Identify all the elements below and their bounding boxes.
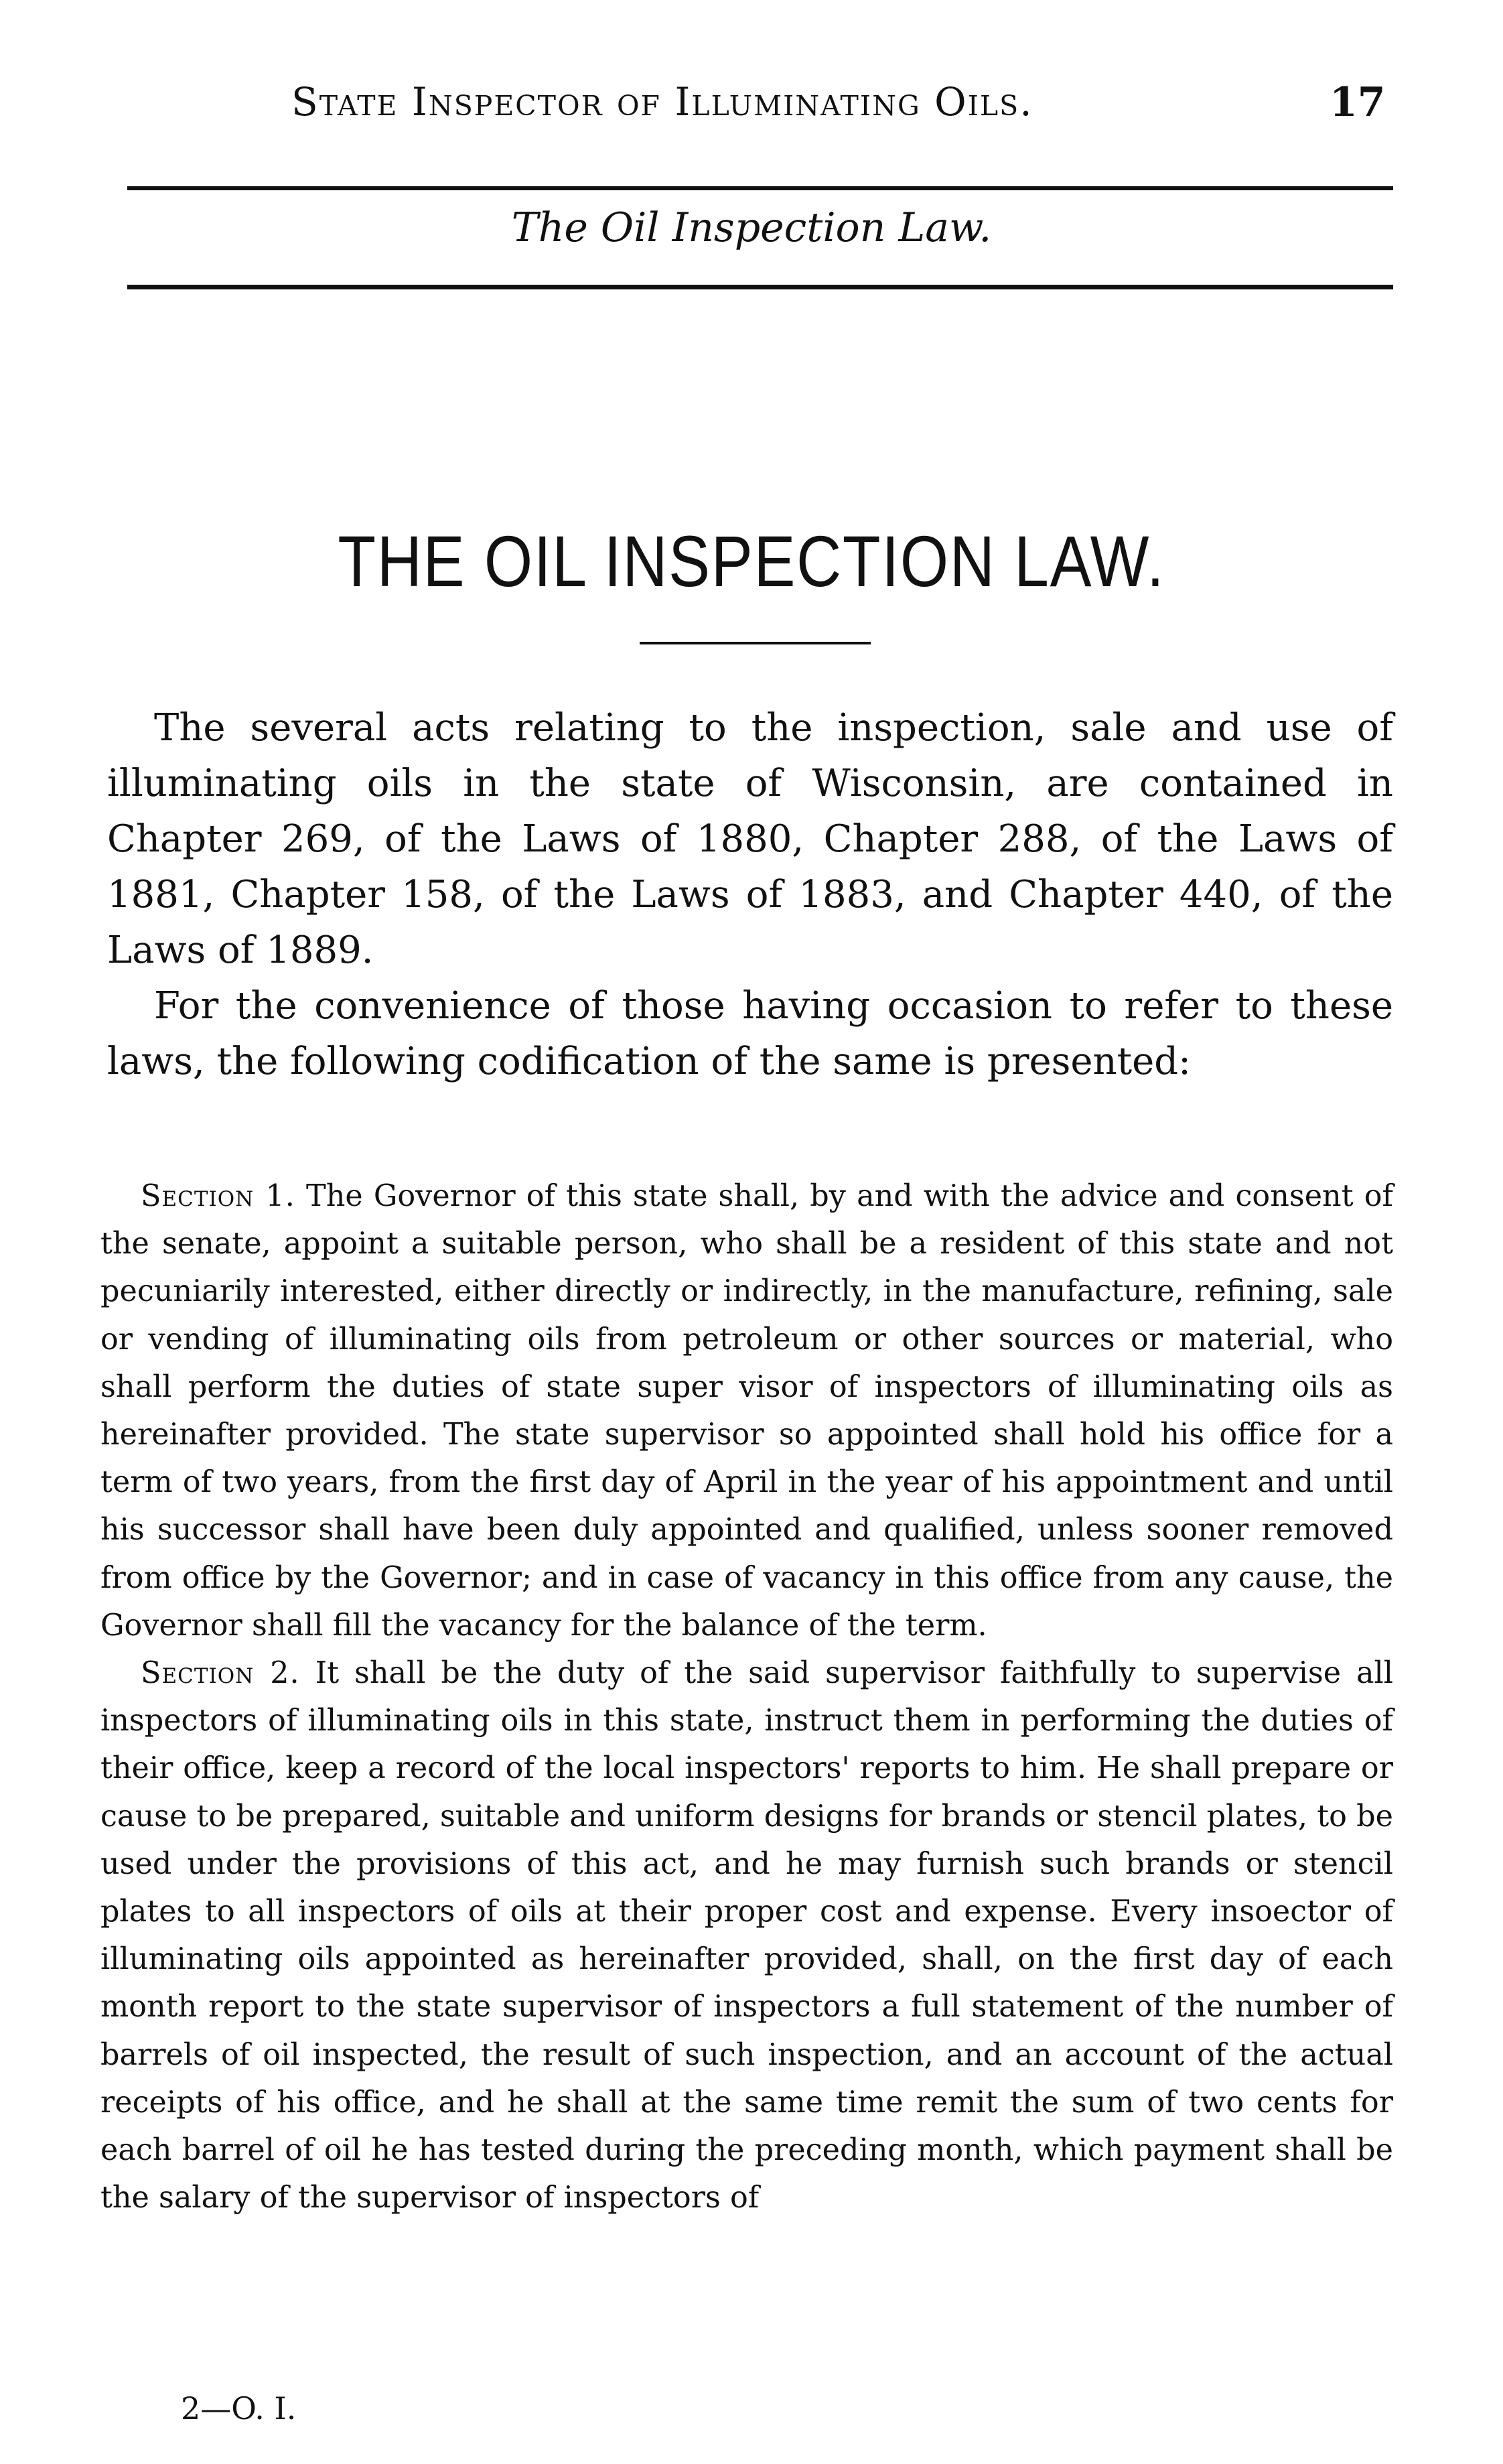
header-rule-bottom (127, 285, 1393, 289)
page-title: THE OIL INSPECTION LAW. (338, 521, 1165, 602)
section-2-label: Section 2. (141, 1656, 300, 1691)
intro-text (107, 700, 1393, 1089)
intro-paragraph-2: For the convenience of those having occasion to refer to these laws, the following codification of the same is presented: (107, 984, 1393, 1083)
section-1-label: Section 1. (141, 1179, 295, 1213)
section-2-text: It shall be the duty of the said supervisor faithfully to supervise all inspectors of illuminating oils in this state, instruct them in performing the duties of their office, keep a record of the local inspectors' reports to him. He shall prepare or cause to be prepared, suitable and uniform designs for brands or stencil plates, to be used under the provisions of this act, and he may furnish such brands or stencil plates to all inspectors of oils at their proper cost and expense. Every insoector of illuminating oils appointed as hereinafter provided, shall, on the first day of each month report to the state supervisor of inspectors a full statement of the number of barrels of oil inspected, the result of such inspection, and an account of the actual receipts of his office, and he shall at the same time remit the sum of two cents for each barrel of oil he has tested during the preceding month, which payment shall be the salary of the supervisor of inspectors of (100, 1656, 1393, 2215)
signature-mark: 2—O. I. (181, 2390, 297, 2426)
header-rule-top (127, 186, 1393, 190)
section-1-text: The Governor of this state shall, by and with the advice and consent of the senate, appoint a suitable person, who shall be a resident of this state and not pecuniarily interested, either directly or indirectly, in the manufacture, refining, sale or vending of illuminating oils from petroleum or other sources or material, who shall perform the duties of state super visor of inspectors of illuminating oils as hereinafter provided. The state supervisor so appointed shall hold his office for a term of two years, from the first day of April in the year of his appointment and until his successor shall have been duly appointed and qualified, unless sooner removed from office by the Governor; and in case of vacancy in this office from any cause, the Governor shall fill the vacancy for the balance of the term. (100, 1179, 1393, 1643)
running-head: State Inspector of Illuminating Oils. (291, 79, 1033, 125)
law-sections (100, 1172, 1393, 2221)
section-1-paragraph (100, 1172, 1393, 1649)
intro-paragraph-1: The several acts relating to the inspection, sale and use of illuminating oils in the state of Wisconsin, are contained in Chapter 269, of the Laws of 1880, Chapter 288, of the Laws of 1881, Chapter 158, of the Laws of 1883, and Chapter 440, of the Laws of 1889. (107, 706, 1393, 972)
section-subhead: The Oil Inspection Law. (511, 204, 992, 251)
page-number: 17 (1330, 79, 1386, 126)
title-divider (640, 642, 871, 644)
section-2-paragraph (100, 1649, 1393, 2221)
